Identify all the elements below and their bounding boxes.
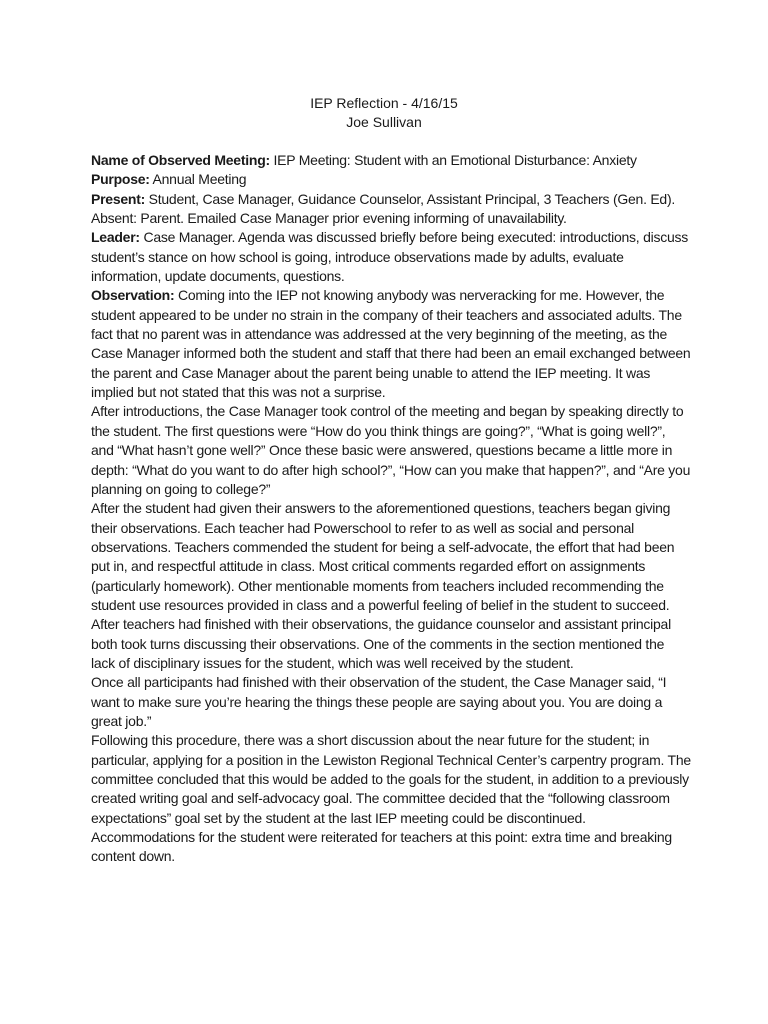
document-author: Joe Sullivan [346, 114, 422, 130]
observation-value: Coming into the IEP not knowing anybody was nerveracking for me. However, the student appeared to be under no strain in the company of their teachers and associated adults. The fact that no parent was in attendance was addressed at the very beginning of the meeting, as the Case Manager informed both the student and staff that there had been an email exchanged between the parent and Case Manager about the parent being unable to attend the IEP meeting. It was implied but not stated that this was not a surprise. [91, 287, 691, 401]
leader-value: Case Manager. Agenda was discussed briefly before being executed: introductions, discuss student’s stance on how school is going, introduce observations made by adults, evaluate information, update documents, questions. [91, 229, 689, 285]
purpose-value: Annual Meeting [149, 171, 247, 188]
purpose-label: Purpose: [91, 171, 150, 188]
meeting-name-field [91, 151, 691, 170]
observation-label: Observation: [91, 287, 175, 304]
body-paragraph-case-manager-quote: Once all participants had finished with their observation of the student, the Case Manager said, “I want to make sure you’re hearing the things these people are saying about you. You are doing a great job.” [91, 674, 667, 729]
body-paragraph-accommodations: Accommodations for the student were reiterated for teachers at this point: extra time and breaking content down. [91, 829, 672, 865]
document-body [91, 151, 691, 867]
document-header [0, 94, 768, 132]
body-paragraph-teacher-observations: After the student had given their answers to the aforementioned questions, teachers began giving their observations. Each teacher had Powerschool to refer to as well as social and personal observations. Teachers commended the student for being a self-advocate, the effort that had been put in, and respectful attitude in class. Most critical comments regarded effort on assignments (particularly homework). Other mentionable moments from teachers included recommending the student use resources provided in class and a powerful feeling of belief in the student to succeed. [91, 500, 675, 613]
leader-label: Leader: [91, 229, 140, 246]
body-paragraph-introductions: After introductions, the Case Manager took control of the meeting and began by speaking directly to the student. The first questions were “How do you think things are going?”, “What is going well?”, and “What hasn’t gone well?” Once these basic were answered, questions became a little more in depth: “What do you want to do after high school?”, “How can you make that happen?”, and “Are you planning on going to college?” [91, 403, 691, 497]
present-value: Student, Case Manager, Guidance Counselor, Assistant Principal, 3 Teachers (Gen. Ed). Absent: Parent. Emailed Case Manager prior evening informing of unavailability. [91, 190, 676, 227]
meeting-name-value: IEP Meeting: Student with an Emotional Disturbance: Anxiety [269, 152, 637, 168]
present-label: Present: [91, 190, 146, 207]
document-title: IEP Reflection - 4/16/15 [310, 95, 458, 111]
body-paragraph-counselor-observations: After teachers had finished with their observations, the guidance counselor and assistant principal both took turns discussing their observations. One of the comments in the section mentioned the lack of disciplinary issues for the student, which was well received by the student. [91, 616, 671, 671]
meeting-name-label: Name of Observed Meeting: [91, 152, 270, 168]
observation-field [91, 286, 691, 402]
purpose-field [91, 170, 691, 189]
leader-field [91, 228, 691, 286]
body-paragraph-goals: Following this procedure, there was a short discussion about the near future for the student; in particular, applying for a position in the Lewiston Regional Technical Center’s carpentry program. The committee concluded that this would be added to the goals for the student, in addition to a previously created writing goal and self-advocacy goal. The committee decided that the “following classroom expectations” goal set by the student at the last IEP meeting could be discontinued. [91, 732, 691, 826]
present-field [91, 190, 691, 229]
